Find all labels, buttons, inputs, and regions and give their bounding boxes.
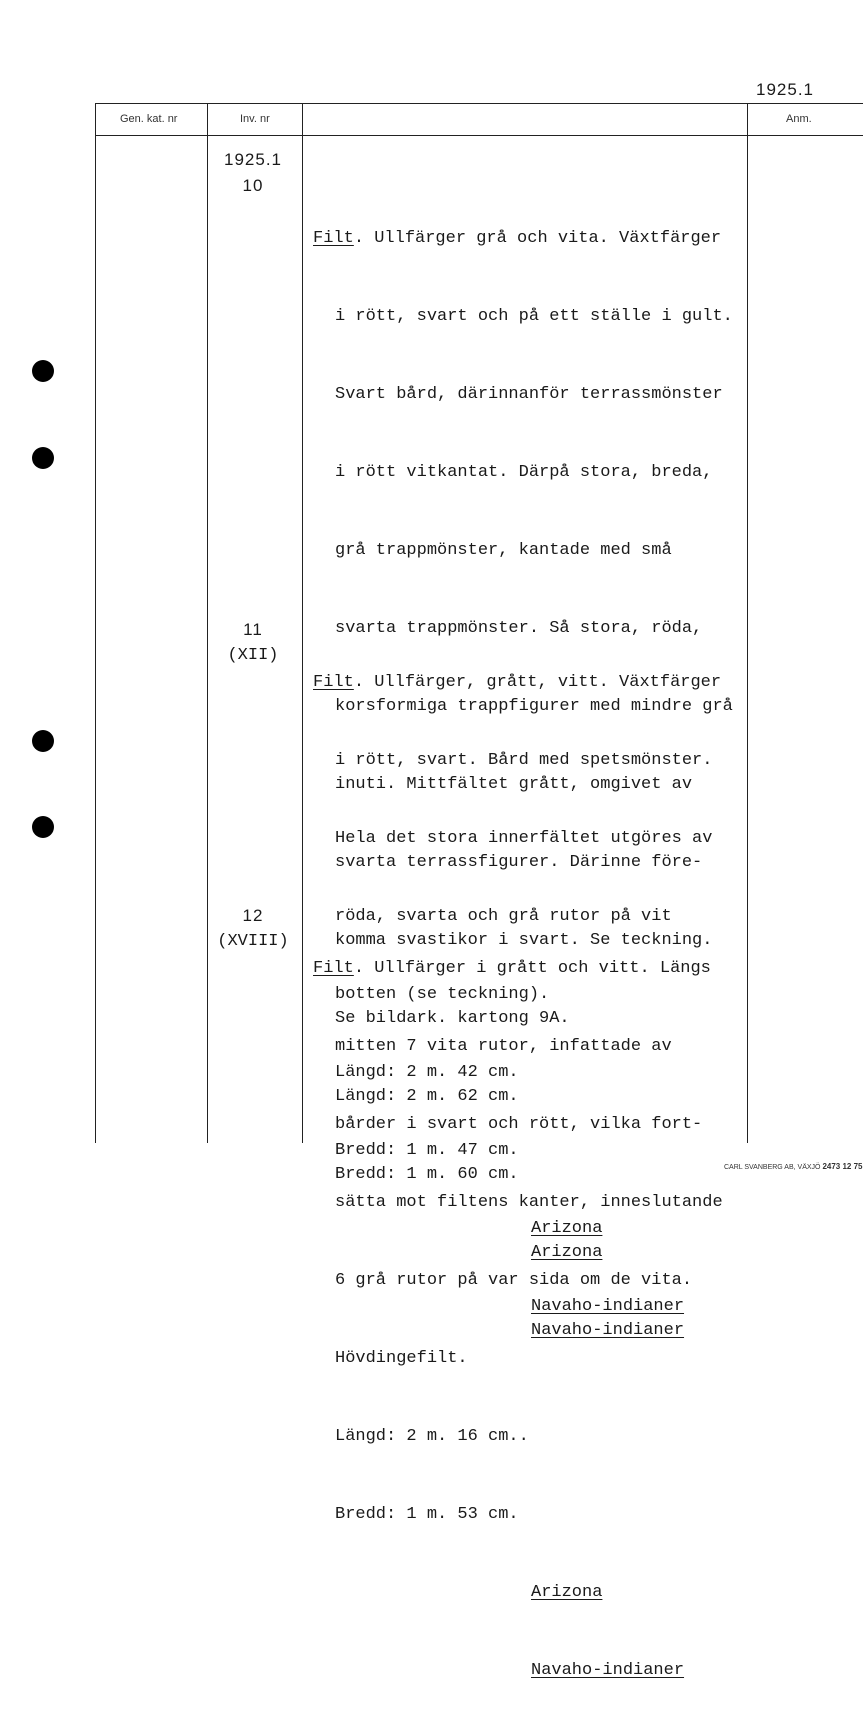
entry-line: i rött, svart och på ett ställe i gult. [335, 307, 733, 326]
column-header-inv-nr: Inv. nr [240, 113, 270, 125]
punch-hole [32, 360, 54, 382]
entry-first-line: . Ullfärger, grått, vitt. Växtfärger [353, 673, 722, 692]
entry-line: botten (se teckning). [335, 985, 550, 1004]
punch-hole [32, 730, 54, 752]
printer-name: CARL SVANBERG AB, VÄXJÖ [724, 1164, 821, 1171]
entry-width: Bredd: 1 m. 53 cm. [335, 1505, 519, 1524]
punch-hole [32, 816, 54, 838]
entry-line: Hela det stora innerfältet utgöres av [335, 829, 713, 848]
entry-line: i rött vitkantat. Därpå stora, breda, [335, 463, 713, 482]
entry-line: Hövdingefilt. [335, 1349, 468, 1368]
entry-length: Längd: 2 m. 62 cm. [335, 1087, 519, 1106]
entry-place: Arizona [531, 1583, 603, 1602]
entry-line: inuti. Mittfältet grått, omgivet av [335, 775, 693, 794]
entry-line: 6 grå rutor på var sida om de vita. [335, 1271, 693, 1290]
column-header-anm: Anm. [786, 113, 812, 125]
column-rule-text-anm [747, 103, 748, 1143]
entry-place: Arizona [531, 1243, 603, 1262]
entry-length: Längd: 2 m. 16 cm.. [335, 1427, 529, 1446]
entry-keyword: Filt [313, 673, 354, 692]
entry-line: komma svastikor i svart. Se teckning. [335, 931, 713, 950]
inventory-number: 10 [242, 176, 264, 195]
printer-imprint [724, 1162, 862, 1171]
entry-first-line: . Ullfärger i grått och vitt. Längs [353, 959, 711, 978]
collection-number: 1925.1 [224, 150, 282, 169]
entry-line: mitten 7 vita rutor, infattade av [335, 1037, 672, 1056]
punch-hole [32, 447, 54, 469]
entry-place: Arizona [531, 1219, 603, 1238]
entry-width: Bredd: 1 m. 47 cm. [335, 1141, 519, 1160]
column-rule-inv-text [302, 103, 303, 1143]
entry-line: Svart bård, därinnanför terrassmönster [335, 385, 723, 404]
catalog-entry [313, 904, 723, 1710]
entry-line: i rött, svart. Bård med spetsmönster. [335, 751, 713, 770]
entry-length: Längd: 2 m. 42 cm. [335, 1063, 519, 1082]
entry-keyword: Filt [313, 229, 354, 248]
entry-people: Navaho-indianer [531, 1661, 685, 1680]
inventory-sub-number: (XII) [227, 646, 279, 665]
entry-line: Se bildark. kartong 9A. [335, 1009, 570, 1028]
inventory-number: 12 [242, 906, 264, 925]
entry-width: Bredd: 1 m. 60 cm. [335, 1165, 519, 1184]
entry-line: svarta terrassfigurer. Därinne före- [335, 853, 703, 872]
page-number: 1925.1 [756, 80, 814, 99]
form-code: 2473 12 75 [822, 1162, 863, 1171]
inventory-sub-number: (XVIII) [217, 932, 289, 951]
entry-line: korsformiga trappfigurer med mindre grå [335, 697, 733, 716]
entry-people: Navaho-indianer [531, 1321, 685, 1340]
column-header-gen-kat-nr: Gen. kat. nr [120, 113, 178, 125]
entry-keyword: Filt [313, 959, 354, 978]
entry-line: svarta trappmönster. Så stora, röda, [335, 619, 703, 638]
entry-line: röda, svarta och grå rutor på vit [335, 907, 672, 926]
entry-first-line: . Ullfärger grå och vita. Växtfärger [353, 229, 722, 248]
entry-line: sätta mot filtens kanter, inneslutande [335, 1193, 723, 1212]
entry-people: Navaho-indianer [531, 1297, 685, 1316]
entry-line: grå trappmönster, kantade med små [335, 541, 672, 560]
inventory-number: 11 [243, 620, 263, 639]
column-rule-left-border [95, 103, 96, 1143]
entry-line: bårder i svart och rött, vilka fort- [335, 1115, 703, 1134]
